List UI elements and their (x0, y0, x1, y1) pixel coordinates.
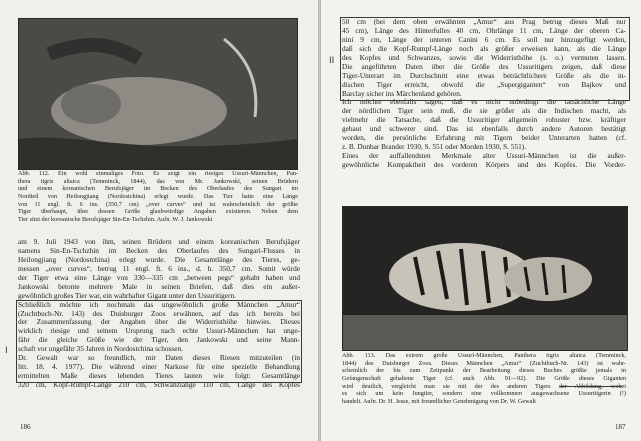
caption-line: 1844) des Duisburger Zoos. Dieses Männchen „Amur“ (Zuchtbuch-Nr. 143) ist wahr- (342, 359, 626, 367)
caption-line: Tier sitzt der koreanische Berufsjäger Sin-En-Tschzhin. Aufn. W. J. Jankowski (18, 216, 213, 224)
text-line: z. B. Dunbar Brander 1930, S. 551 oder Morden 1930, S. 551). (342, 143, 527, 152)
text-line: 320 cm, Kopf-Rumpf-Länge 210 cm, Schwanzlänge 110 cm, Länge des Kopfes (18, 381, 300, 389)
caption-line: Gefangenschaft gehaltene Tiger (cf. auch Abb. 91—92). Die Größe dieses Giganten (342, 375, 626, 383)
body-text-right (342, 18, 626, 202)
text-line: (Zuchtbuch-Nr. 143) des Duisburger Zoos erwähnen, auf das ich bereits bei (18, 309, 300, 318)
text-line: Barclay sicher ins Märchenland gehören. (342, 89, 462, 98)
caption-line: und einem koreanischen Berufsjäger im Becken des Oberlaufes des Sungari im (18, 185, 298, 193)
text-line: gebaut und schwerer sind. Das ist ebenfalls durch andere Autoren bestätigt (342, 125, 626, 134)
page-number-right: 187 (615, 423, 626, 431)
text-line: Jankowski betonte mehrere Male in seinen Briefen, daß dies ein außer- (18, 282, 300, 291)
text-line: Eines der auffallendsten Merkmale alter Ussuri-Männchen ist die außer- (342, 152, 626, 161)
caption-line: Nordteil von Heilongjiang (Nordostchina) erlegt wurde. Das Tier hatte eine Länge (18, 193, 298, 201)
page-number-left: 186 (20, 423, 31, 431)
text-line: fähr die gleiche Größe wie der Tiger, den Jankowski und seine Mann- (18, 336, 300, 345)
text-line: Tiger-Unterart im Durchschnitt eine etwas beträchtlichere Größe als die in- (342, 71, 626, 80)
text-line: namens Sin-En-Tschzhin im Becken des Oberlaufes des Sungari-Flusses in (18, 246, 300, 255)
photo-placeholder-right (343, 207, 627, 350)
text-line: der Tiger etwa eine Länge von 330—335 cm „between pegs“ gehabt haben und (18, 273, 300, 282)
body-text-left (18, 238, 300, 418)
caption-line: es sich um kein Jungtier, sondern eine vollkommen ausgewachsene Ussuritigerin (!) (342, 390, 626, 398)
text-line: ermittelten Maße dieses lebenden Tieres lauten wie folgt: Gesamtlänge (18, 372, 300, 381)
text-line: der nördlichen Tiger sein muß, die sie größer als die Indischen macht, als (342, 107, 626, 116)
photo-caption-right (342, 352, 626, 416)
text-line: des Kopfes und Schwanzes, sowie die Widerristhöhe (s. o.) vermuten lassen. (342, 53, 626, 62)
text-line: vielmehr die Tatsache, daß die Ussuritiger allgemein robuster bzw. kräftiger (342, 116, 626, 125)
text-line: Schließlich möchte ich nochmals das ungewöhnlich große Männchen „Amur“ (18, 300, 300, 309)
photo-placeholder-left (19, 19, 297, 169)
text-line: am 9. Juli 1943 von ihm, seinen Brüdern und einem koreanischen Berufsjäger (18, 238, 300, 246)
text-line: 45 cm), Länge des Hinterfulles 40 cm, Ohrlänge 11 cm, Länge der oberen Ca- (342, 26, 626, 35)
text-line: wirklich riesige und seinem Ursprung nach echte Ussuri-Männchen hat unge- (18, 327, 300, 336)
text-line: Die angeführten Daten über die Größe des Ussuritigers zeigen, daß diese (342, 62, 626, 71)
text-line: worden, die persönliche Erfahrung mit Tigern beider Unterarten hatten (cf. (342, 134, 626, 143)
caption-line: scheinlich der bis zum Zeitpunkt der Bearbeitung dieses Buches größte jemals in (342, 367, 626, 375)
caption-line: thera tigris altaica (Temminck, 1844), das von Mr. Jankowski, seinen Brüdern (18, 177, 298, 185)
text-line: nini 9 cm, Länge der unteren Canini 6 cm. Es soll nur hinzugefügt werden, (342, 35, 626, 44)
text-line: gewöhnlich großes Tier war, ein wahrhafter Gigant unter den Ussuritigern. (18, 291, 236, 300)
caption-line: handelt. Aufn. Dr. H. Jesse, mit freundlicher Genehmigung von Dr. W. Gewalt (342, 398, 536, 406)
text-line: litt. 18. 4. 1977). Die während einer Narkose für eine spezielle Behandlung (18, 363, 300, 372)
text-line: 50 cm (bei dem oben erwähnten „Amur“ aus Prag betrug dieses Maß nur (342, 18, 626, 26)
photo-caption-left (18, 170, 298, 232)
left-page (0, 0, 318, 441)
caption-line: Abb. 113. Das extrem große Ussuri-Männchen, Panthera tigris altaica (Temminck, (342, 352, 626, 359)
text-line: gewöhnliche Kompaktheit des vorderen Körpers und des Kopfes. Die Vorder- (342, 161, 626, 169)
text-line: dischen Tiger erreicht, obwohl die „Supergiganten“ von Bajkov und (342, 80, 626, 89)
text-line: Dr. Gewalt war so freundlich, mir Daten dieses Riesen mitzuteilen (in (18, 354, 300, 363)
tiger-hunters-photo (18, 18, 298, 170)
caption-line: Tiger überhaupt, über dessen Größe glaubwürdige Angaben existieren. Neben dem (18, 208, 298, 216)
text-line: Heilongjiang (Nordostchina) erlegt wurde. Die Gesamtlänge des Tieres, ge- (18, 255, 300, 264)
caption-line: Abb. 112. Ein wohl einmaliges Foto. Es zeigt ein riesiges Ussuri-Männchen, Pan- (18, 170, 298, 177)
margin-mark-left: I (5, 346, 8, 356)
caption-line: von 11 engl. ft. 6 ins. (350,7 cm) „over curves“ und ist wahrscheinlich der größte (18, 200, 298, 208)
text-line: schaft vor ungefähr 35 Jahren in Nordostchina schossen. (18, 345, 183, 354)
caption-line: wird deutlich, vergleicht man sie mit der des anderen Tigers der Abbildung, wobei (342, 382, 626, 390)
margin-mark-right: II (329, 56, 335, 66)
text-line: der Zusammenfassung der Angaben über die Widerristhöhe hinwies. Dieses (18, 318, 300, 327)
text-line: messen „over curves“, betrug 11 engl. ft. 6 ins., d. h. 350,7 cm. Somit würde (18, 264, 300, 273)
text-line: Ich möchte ebenfalls sagen, daß es nicht unbedingt die tatsächliche Länge (342, 98, 626, 107)
zoo-tigers-photo (342, 206, 628, 351)
text-line: daß sich die Kopf-Rumpf-Länge noch als größer erweisen kann, als die Länge (342, 44, 626, 53)
